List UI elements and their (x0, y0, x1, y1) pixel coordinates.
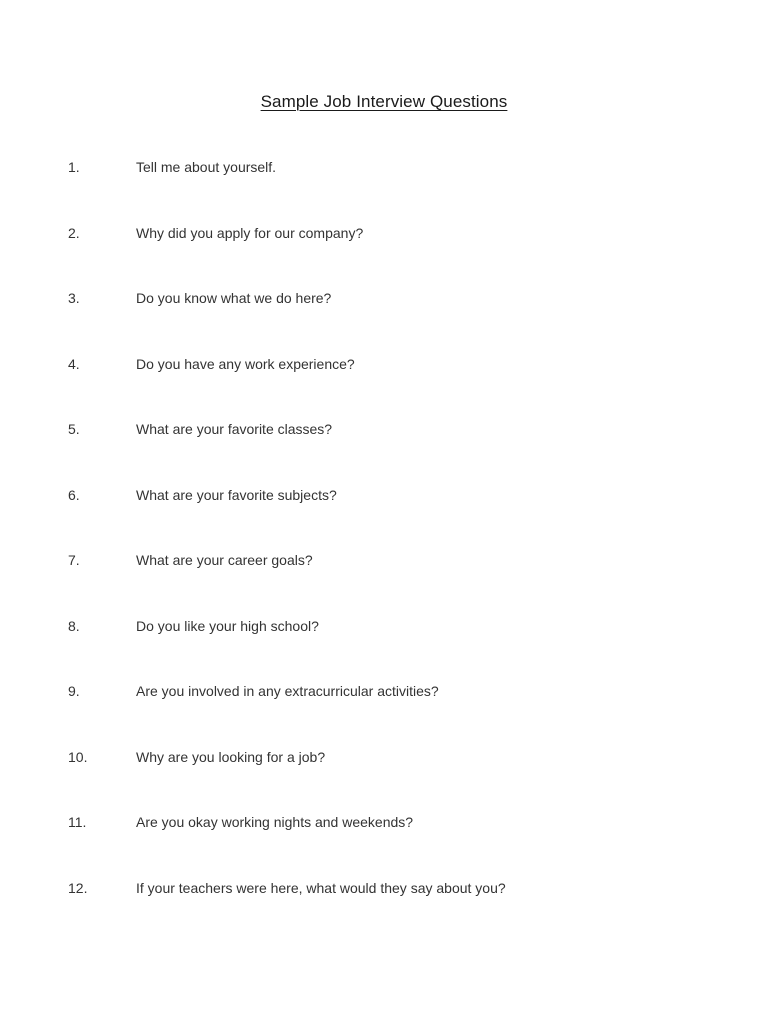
question-item (0, 551, 768, 617)
question-item (0, 224, 768, 290)
question-text: If your teachers were here, what would they say about you? (136, 879, 506, 896)
question-number: 11. (68, 814, 87, 830)
question-item (0, 289, 768, 355)
question-text: Do you know what we do here? (136, 290, 332, 306)
question-item (0, 682, 768, 748)
question-text: Tell me about yourself. (136, 159, 277, 175)
question-text: What are your career goals? (136, 552, 313, 568)
question-number: 2. (68, 224, 80, 241)
question-text: Are you involved in any extracurricular activities? (136, 683, 439, 699)
question-text: Do you like your high school? (136, 617, 319, 634)
question-item (0, 486, 768, 552)
question-text: What are your favorite classes? (136, 421, 333, 437)
question-number: 5. (68, 421, 80, 437)
question-item (0, 879, 768, 945)
question-number: 8. (68, 617, 80, 634)
question-item (0, 748, 768, 814)
question-number: 1. (68, 159, 80, 175)
question-number: 3. (68, 290, 80, 306)
question-item (0, 355, 768, 421)
document-title: Sample Job Interview Questions (260, 92, 508, 111)
question-number: 7. (68, 552, 80, 568)
question-number: 6. (68, 486, 80, 503)
question-number: 12. (68, 879, 88, 896)
question-text: What are your favorite subjects? (136, 486, 337, 503)
question-number: 9. (68, 683, 80, 699)
question-text: Why are you looking for a job? (136, 748, 326, 765)
question-item (0, 617, 768, 683)
question-number: 4. (68, 355, 80, 372)
question-item (0, 813, 768, 879)
question-text: Do you have any work experience? (136, 355, 355, 372)
question-text: Why did you apply for our company? (136, 224, 364, 241)
question-number: 10. (68, 748, 88, 765)
question-list (0, 158, 768, 944)
question-text: Are you okay working nights and weekends? (136, 814, 414, 830)
question-item (0, 158, 768, 224)
question-item (0, 420, 768, 486)
